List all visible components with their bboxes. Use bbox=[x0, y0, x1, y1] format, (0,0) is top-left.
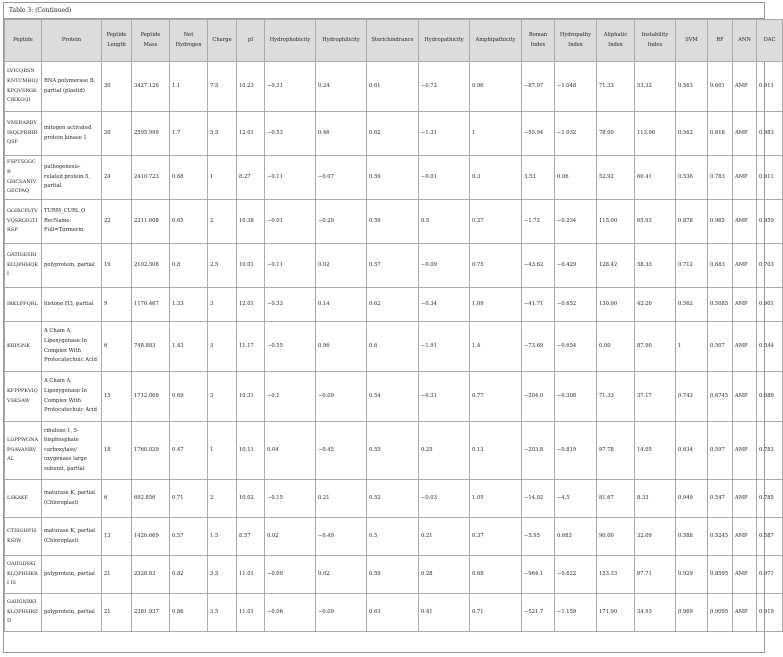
table-cell: 0.96 bbox=[470, 62, 522, 112]
table-cell: −0.09 bbox=[419, 244, 470, 288]
table-cell: 10.02 bbox=[237, 480, 265, 518]
protein-cell: polyprotein, partial bbox=[42, 556, 102, 594]
table-cell: 0.969 bbox=[676, 594, 708, 632]
table-cell: 3 bbox=[208, 288, 237, 322]
table-cell: 58.33 bbox=[635, 244, 676, 288]
table-cell: 13 bbox=[102, 518, 132, 556]
table-cell: 0.25 bbox=[419, 422, 470, 480]
peptide-cell: LVICQRSN KNTCMHIQ KPQVSRGK CIKKGQI bbox=[5, 62, 42, 112]
table-cell: 0.929 bbox=[676, 556, 708, 594]
table-cell: −1.048 bbox=[555, 62, 597, 112]
table-cell: 22 bbox=[102, 200, 132, 244]
table-cell: 0.65 bbox=[170, 200, 208, 244]
table-cell: 2 bbox=[208, 200, 237, 244]
table-row bbox=[5, 288, 783, 322]
table-cell: −0.654 bbox=[555, 322, 597, 372]
table-cell: AMP bbox=[733, 112, 757, 156]
table-cell: −0.09 bbox=[316, 594, 367, 632]
table-cell: 0.563 bbox=[676, 62, 708, 112]
table-cell: 0.597 bbox=[708, 422, 733, 480]
column-header: DAC bbox=[757, 20, 783, 62]
table-cell: 0.901 bbox=[757, 288, 783, 322]
table-row bbox=[5, 200, 783, 244]
table-cell: 32.09 bbox=[635, 518, 676, 556]
table-cell: 0.24 bbox=[316, 62, 367, 112]
table-cell: AMP bbox=[733, 156, 757, 200]
table-cell: 1760.029 bbox=[132, 422, 170, 480]
table-cell: 1.33 bbox=[170, 288, 208, 322]
table-cell: 0.27 bbox=[470, 200, 522, 244]
table-cell: 12.01 bbox=[237, 112, 265, 156]
protein-cell: mitogen activated protein kinase 1 bbox=[42, 112, 102, 156]
table-row bbox=[5, 518, 783, 556]
table-cell: −0.55 bbox=[265, 322, 316, 372]
table-cell: 0.77 bbox=[470, 372, 522, 422]
table-cell: 53.32 bbox=[635, 62, 676, 112]
protein-cell: maturase K, partial (Chloroplast) bbox=[42, 518, 102, 556]
table-cell: 0.82 bbox=[170, 556, 208, 594]
table-cell: 6 bbox=[102, 480, 132, 518]
table-cell: 2381.937 bbox=[132, 594, 170, 632]
table-cell: 0.959 bbox=[757, 200, 783, 244]
table-cell: 52.92 bbox=[597, 156, 635, 200]
table-cell: 0.21 bbox=[316, 480, 367, 518]
peptide-cell: GAIIGDSKI KLQPHHKRI IS bbox=[5, 556, 42, 594]
peptide-cell: IRKLPFQRL bbox=[5, 288, 42, 322]
table-cell: 2.5 bbox=[208, 244, 237, 288]
table-cell: 748.883 bbox=[132, 322, 170, 372]
table-cell: 0.686 bbox=[757, 372, 783, 422]
table-cell: 1 bbox=[208, 422, 237, 480]
table-cell: AMP bbox=[733, 372, 757, 422]
column-header: Aliphatic Index bbox=[597, 20, 635, 62]
table-cell: 21 bbox=[102, 556, 132, 594]
table-cell: 78.00 bbox=[597, 112, 635, 156]
table-cell: 0.52 bbox=[367, 480, 419, 518]
table-cell: 0.59 bbox=[367, 556, 419, 594]
table-cell: −41.71 bbox=[522, 288, 555, 322]
table-cell: 42.26 bbox=[635, 288, 676, 322]
protein-cell: maturase K, partial (Chloroplast) bbox=[42, 480, 102, 518]
table-cell: 0.5 bbox=[367, 518, 419, 556]
table-cell: 0.949 bbox=[676, 480, 708, 518]
table-cell: 0.911 bbox=[757, 156, 783, 200]
table-cell: 19 bbox=[102, 244, 132, 288]
protein-cell: ribulose-1, 5-bisphosphate carboxylase/ oxygenase large subunit, partial bbox=[42, 422, 102, 480]
table-cell: 0.59 bbox=[367, 200, 419, 244]
table-cell: 0.47 bbox=[170, 422, 208, 480]
table-cell: −0.15 bbox=[265, 480, 316, 518]
table-cell: −4.5 bbox=[555, 480, 597, 518]
column-header: Peptide Mass bbox=[132, 20, 170, 62]
table-cell: −0.1 bbox=[265, 372, 316, 422]
protein-cell: histone H3, partial bbox=[42, 288, 102, 322]
table-cell: 0.75 bbox=[470, 244, 522, 288]
table-cell: 60.41 bbox=[635, 156, 676, 200]
table-cell: 0.02 bbox=[316, 556, 367, 594]
table-cell: 0.46 bbox=[316, 112, 367, 156]
table-cell: −0.03 bbox=[419, 480, 470, 518]
table-cell: 113.06 bbox=[635, 112, 676, 156]
table-cell: 0.965 bbox=[708, 200, 733, 244]
table-cell: 0.14 bbox=[316, 288, 367, 322]
table-caption: Table 3: (Continued) bbox=[4, 3, 764, 19]
table-row bbox=[5, 594, 783, 632]
table-cell: 34.93 bbox=[635, 594, 676, 632]
column-header: Peptide Length bbox=[102, 20, 132, 62]
table-cell: 0.71 bbox=[170, 480, 208, 518]
table-cell: 1170.467 bbox=[132, 288, 170, 322]
table-cell: 0.8595 bbox=[708, 556, 733, 594]
table-cell: −0.652 bbox=[555, 288, 597, 322]
table-cell: 2211.608 bbox=[132, 200, 170, 244]
table-cell: 8.27 bbox=[237, 156, 265, 200]
table-cell: 15 bbox=[102, 372, 132, 422]
table-cell: 3427.126 bbox=[132, 62, 170, 112]
table-cell: −204.0 bbox=[522, 372, 555, 422]
table-cell: 0.587 bbox=[757, 518, 783, 556]
table-cell: −1.159 bbox=[555, 594, 597, 632]
table-cell: 0.683 bbox=[555, 518, 597, 556]
column-header: Protein bbox=[42, 20, 102, 62]
table-cell: 0.57 bbox=[367, 244, 419, 288]
header-row bbox=[5, 20, 783, 62]
table-cell: 0.59 bbox=[367, 156, 419, 200]
column-header: Hydrophobicity bbox=[265, 20, 316, 62]
column-header: Peptide bbox=[5, 20, 42, 62]
table-cell: 8.33 bbox=[635, 480, 676, 518]
table-cell: 0.785 bbox=[757, 480, 783, 518]
table-cell: 24 bbox=[102, 156, 132, 200]
table-cell: 0.588 bbox=[676, 518, 708, 556]
table-cell: 10.23 bbox=[237, 62, 265, 112]
table-cell: −0.33 bbox=[265, 288, 316, 322]
table-cell: 1 bbox=[208, 156, 237, 200]
protein-cell: A Chain A, Lipoxygenase In Complex With Protocatechuic Acid bbox=[42, 372, 102, 422]
table-cell: 0.02 bbox=[316, 244, 367, 288]
table-cell: 0.37 bbox=[470, 518, 522, 556]
table-cell: 0.562 bbox=[676, 288, 708, 322]
table-cell: 1.7 bbox=[170, 112, 208, 156]
column-header: Boman Index bbox=[522, 20, 555, 62]
table-cell: −43.62 bbox=[522, 244, 555, 288]
peptide-cell: CTISGHPIS KSIW bbox=[5, 518, 42, 556]
table-cell: 0.68 bbox=[470, 556, 522, 594]
protein-cell: RNA polymerase B, partial (plastid) bbox=[42, 62, 102, 112]
table-cell: 0.13 bbox=[470, 422, 522, 480]
table-cell: 87.90 bbox=[635, 322, 676, 372]
table-cell: 2595.999 bbox=[132, 112, 170, 156]
table-cell: 0.9095 bbox=[708, 594, 733, 632]
column-header: RF bbox=[708, 20, 733, 62]
table-cell: 0.547 bbox=[708, 480, 733, 518]
peptide-cell: GGIRCPLTV VQSRGIGTI RSP bbox=[5, 200, 42, 244]
table-row bbox=[5, 480, 783, 518]
table-cell: 0.601 bbox=[708, 62, 733, 112]
table-row bbox=[5, 156, 783, 200]
column-header: Sterichindrance bbox=[367, 20, 419, 62]
peptide-cell: FSPTSGGCR GHCSANIV GECPAQ bbox=[5, 156, 42, 200]
table-cell: −521.7 bbox=[522, 594, 555, 632]
table-cell: 3.5 bbox=[208, 556, 237, 594]
table-cell: 71.33 bbox=[597, 372, 635, 422]
column-header: Charge bbox=[208, 20, 237, 62]
table-cell: 0.54 bbox=[367, 372, 419, 422]
table-cell: 0.783 bbox=[708, 156, 733, 200]
table-cell: 0.63 bbox=[367, 594, 419, 632]
table-cell: −0.31 bbox=[265, 62, 316, 112]
column-header: pI bbox=[237, 20, 265, 62]
table-cell: 10.01 bbox=[237, 244, 265, 288]
table-cell: −1.31 bbox=[419, 112, 470, 156]
table-row bbox=[5, 422, 783, 480]
table-cell: 3 bbox=[208, 322, 237, 372]
table-cell: −73.69 bbox=[522, 322, 555, 372]
table-cell: 1.09 bbox=[470, 288, 522, 322]
table-cell: −0.01 bbox=[419, 156, 470, 200]
table-cell: 1.05 bbox=[470, 480, 522, 518]
table-cell: 0.61 bbox=[367, 62, 419, 112]
table-cell: −0.45 bbox=[316, 422, 367, 480]
table-cell: 0.62 bbox=[367, 112, 419, 156]
peptide-cell: VNERARRY IRQLPRHIR QSF bbox=[5, 112, 42, 156]
data-table bbox=[4, 19, 783, 632]
table-cell: 1.1 bbox=[170, 62, 208, 112]
table-cell: −55.94 bbox=[522, 112, 555, 156]
table-cell: 0.5 bbox=[419, 200, 470, 244]
table-cell: 2410.723 bbox=[132, 156, 170, 200]
table-cell: −1.032 bbox=[555, 112, 597, 156]
table-row bbox=[5, 372, 783, 422]
table-cell: −0.09 bbox=[316, 372, 367, 422]
column-header: Instability Index bbox=[635, 20, 676, 62]
table-body bbox=[5, 62, 783, 632]
peptide-cell: KFPPPKVIQ VSKSAW bbox=[5, 372, 42, 422]
table-cell: 0.911 bbox=[757, 62, 783, 112]
table-cell: 0.6 bbox=[367, 322, 419, 372]
table-cell: AMP bbox=[733, 556, 757, 594]
table-row bbox=[5, 556, 783, 594]
table-cell: 3.5 bbox=[208, 594, 237, 632]
table-cell: AMP bbox=[733, 200, 757, 244]
table-cell: 97.78 bbox=[597, 422, 635, 480]
table-cell: 5.5 bbox=[208, 112, 237, 156]
table-cell: 6 bbox=[102, 322, 132, 372]
table-cell: 0.878 bbox=[676, 200, 708, 244]
table-cell: 20 bbox=[102, 112, 132, 156]
table-row bbox=[5, 322, 783, 372]
table-cell: −0.31 bbox=[419, 372, 470, 422]
table-cell: 37.17 bbox=[635, 372, 676, 422]
table-cell: 3 bbox=[208, 372, 237, 422]
table-cell: 18 bbox=[102, 422, 132, 480]
table-row bbox=[5, 244, 783, 288]
table-cell: AMP bbox=[733, 322, 757, 372]
protein-cell: A Chain A, Lipoxygenase In Complex With Protocatechuic Acid bbox=[42, 322, 102, 372]
table-cell: 0.00 bbox=[597, 322, 635, 372]
table-cell: 0.562 bbox=[676, 112, 708, 156]
column-header: Hydropathy Index bbox=[555, 20, 597, 62]
table-cell: 0.86 bbox=[170, 594, 208, 632]
table-cell: 0.919 bbox=[757, 594, 783, 632]
table-cell: −14.92 bbox=[522, 480, 555, 518]
table-cell: 71.33 bbox=[597, 62, 635, 112]
column-header: Net Hydrogen bbox=[170, 20, 208, 62]
peptide-cell: LSKAKF bbox=[5, 480, 42, 518]
table-cell: 1 bbox=[470, 112, 522, 156]
table-cell: 153.33 bbox=[597, 556, 635, 594]
table-cell: 11.17 bbox=[237, 322, 265, 372]
table-cell: 8.57 bbox=[237, 518, 265, 556]
table-cell: 14.05 bbox=[635, 422, 676, 480]
table-cell: 12.01 bbox=[237, 288, 265, 322]
table-container bbox=[3, 2, 776, 653]
protein-cell: pathogenesis-related protein 5, partial bbox=[42, 156, 102, 200]
column-header: Hydrophilicity bbox=[316, 20, 367, 62]
table-cell: 3.53 bbox=[522, 156, 555, 200]
table-cell: 692.856 bbox=[132, 480, 170, 518]
column-header: ANN bbox=[733, 20, 757, 62]
table-cell: 0.57 bbox=[170, 518, 208, 556]
peptide-cell: GATIGESRI KLQPHHQK I bbox=[5, 244, 42, 288]
table-cell: −0.622 bbox=[555, 556, 597, 594]
protein-cell: polyprotein, partial bbox=[42, 244, 102, 288]
table-cell: −0.429 bbox=[555, 244, 597, 288]
table-cell: −0.72 bbox=[419, 62, 470, 112]
table-cell: 0.68 bbox=[170, 156, 208, 200]
table-cell: 0.634 bbox=[676, 422, 708, 480]
peptide-cell: LGPPWGNA PGAVANRV AL bbox=[5, 422, 42, 480]
table-cell: −87.07 bbox=[522, 62, 555, 112]
table-cell: 130.00 bbox=[597, 288, 635, 322]
table-cell: −0.01 bbox=[265, 200, 316, 244]
table-cell: 7.5 bbox=[208, 62, 237, 112]
table-cell: 0.536 bbox=[676, 156, 708, 200]
table-cell: AMP bbox=[733, 518, 757, 556]
table-cell: 0.04 bbox=[265, 422, 316, 480]
table-cell: 1.4 bbox=[470, 322, 522, 372]
table-cell: −0.11 bbox=[265, 156, 316, 200]
table-cell: 2328.83 bbox=[132, 556, 170, 594]
table-cell: −203.8 bbox=[522, 422, 555, 480]
table-cell: 0.55 bbox=[367, 422, 419, 480]
table-cell: 10.38 bbox=[237, 200, 265, 244]
table-cell: 21 bbox=[102, 594, 132, 632]
table-cell: 0.28 bbox=[419, 556, 470, 594]
table-cell: 0.21 bbox=[419, 518, 470, 556]
table-cell: 0.5085 bbox=[708, 288, 733, 322]
peptide-cell: GAIIGNRKI KLQPHHRII D bbox=[5, 594, 42, 632]
table-cell: 81.67 bbox=[597, 480, 635, 518]
table-cell: 0.983 bbox=[757, 112, 783, 156]
table-cell: −0.09 bbox=[265, 556, 316, 594]
table-cell: AMP bbox=[733, 422, 757, 480]
table-cell: 10.11 bbox=[237, 422, 265, 480]
table-cell: 0.41 bbox=[419, 594, 470, 632]
table-cell: 11.01 bbox=[237, 556, 265, 594]
table-cell: −0.06 bbox=[265, 594, 316, 632]
table-cell: 1420.669 bbox=[132, 518, 170, 556]
table-cell: 0.743 bbox=[676, 372, 708, 422]
table-cell: 0.02 bbox=[265, 518, 316, 556]
table-cell: −964.1 bbox=[522, 556, 555, 594]
table-cell: −0.308 bbox=[555, 372, 597, 422]
table-cell: 0.3 bbox=[470, 156, 522, 200]
table-cell: 0.618 bbox=[708, 112, 733, 156]
table-cell: −0.234 bbox=[555, 200, 597, 244]
table-cell: 0.6745 bbox=[708, 372, 733, 422]
table-cell: 0.971 bbox=[757, 556, 783, 594]
table-cell: AMP bbox=[733, 62, 757, 112]
table-cell: −0.29 bbox=[316, 200, 367, 244]
table-cell: 2 bbox=[208, 480, 237, 518]
table-cell: 0.06 bbox=[555, 156, 597, 200]
table-cell: 65.93 bbox=[635, 200, 676, 244]
table-cell: 0.69 bbox=[170, 372, 208, 422]
table-row bbox=[5, 112, 783, 156]
table-cell: 115.00 bbox=[597, 200, 635, 244]
table-cell: −1.72 bbox=[522, 200, 555, 244]
table-cell: −0.819 bbox=[555, 422, 597, 480]
protein-cell: TURM_CURL O RecName: Full=Turmerin bbox=[42, 200, 102, 244]
table-cell: AMP bbox=[733, 594, 757, 632]
table-cell: 1.5 bbox=[208, 518, 237, 556]
table-cell: 0.712 bbox=[676, 244, 708, 288]
protein-cell: polyprotein, partial bbox=[42, 594, 102, 632]
table-cell: 9 bbox=[102, 288, 132, 322]
table-cell: 0.683 bbox=[708, 244, 733, 288]
table-cell: 1 bbox=[676, 322, 708, 372]
table-cell: −5.95 bbox=[522, 518, 555, 556]
table-row bbox=[5, 62, 783, 112]
table-cell: −0.07 bbox=[316, 156, 367, 200]
table-cell: 0.96 bbox=[316, 322, 367, 372]
table-cell: 0.783 bbox=[757, 422, 783, 480]
table-cell: 0.507 bbox=[708, 322, 733, 372]
table-cell: 90.00 bbox=[597, 518, 635, 556]
table-cell: 30 bbox=[102, 62, 132, 112]
table-cell: 2102.508 bbox=[132, 244, 170, 288]
table-cell: −0.34 bbox=[419, 288, 470, 322]
table-cell: 0.62 bbox=[367, 288, 419, 322]
table-cell: 1.43 bbox=[170, 322, 208, 372]
table-cell: 1712.068 bbox=[132, 372, 170, 422]
table-cell: 0.8 bbox=[170, 244, 208, 288]
table-cell: AMP bbox=[733, 480, 757, 518]
table-cell: 0.703 bbox=[757, 244, 783, 288]
table-cell: −0.53 bbox=[265, 112, 316, 156]
table-cell: 67.71 bbox=[635, 556, 676, 594]
table-cell: 10.31 bbox=[237, 372, 265, 422]
table-cell: 171.90 bbox=[597, 594, 635, 632]
column-header: SVM bbox=[676, 20, 708, 62]
column-header: Amphipathicity bbox=[470, 20, 522, 62]
table-cell: 11.01 bbox=[237, 594, 265, 632]
table-cell: AMP bbox=[733, 288, 757, 322]
table-cell: −0.11 bbox=[265, 244, 316, 288]
table-cell: 128.42 bbox=[597, 244, 635, 288]
table-cell: 0.5245 bbox=[708, 518, 733, 556]
peptide-cell: KRPGNK bbox=[5, 322, 42, 372]
table-cell: −0.49 bbox=[316, 518, 367, 556]
table-cell: AMP bbox=[733, 244, 757, 288]
table-cell: −1.91 bbox=[419, 322, 470, 372]
table-cell: 0.544 bbox=[757, 322, 783, 372]
table-cell: 0.71 bbox=[470, 594, 522, 632]
column-header: Hydropathicity bbox=[419, 20, 470, 62]
